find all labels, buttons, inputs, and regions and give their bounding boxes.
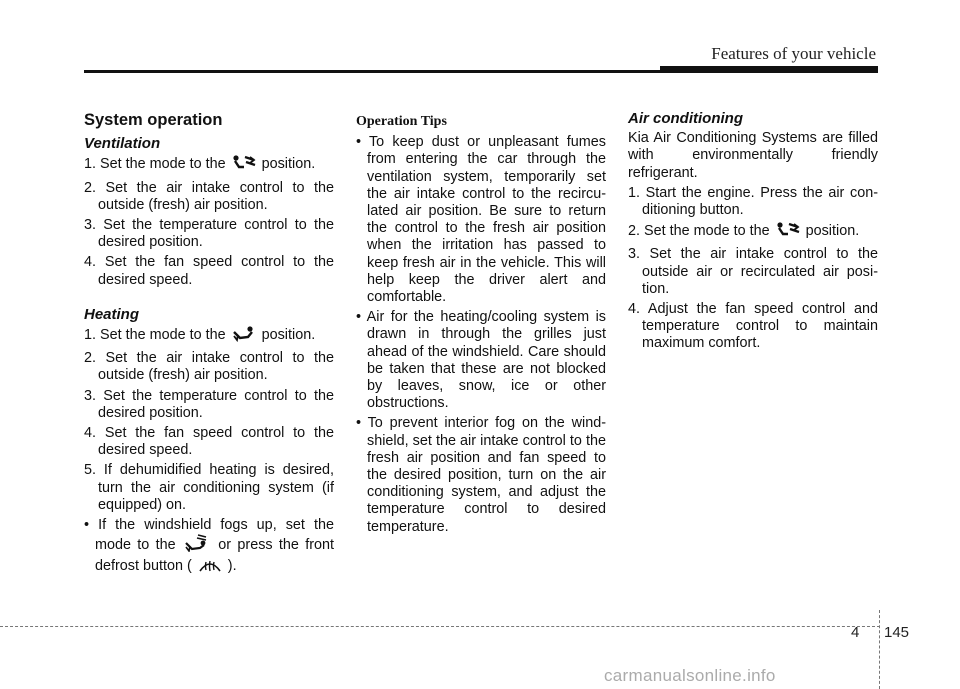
footer-divider [879,610,880,689]
list-item: 3. Set the air intake control to the outside air or recirculated air posi-tion. [628,246,878,297]
list-item: 4. Set the fan speed control to the desired speed. [84,425,334,459]
list-item: 2. Set the air intake control to the outside (fresh) air position. [84,179,334,213]
list-item: 2. Set the air intake control to the outside (fresh) air position. [84,350,334,384]
chapter-number: 4 [851,624,860,641]
vent-mode-icon [232,155,256,176]
list-item: 1. Set the mode to the position. [84,155,334,176]
page-number: 145 [884,624,910,641]
header-tab-bar [660,66,878,73]
list-item: 3. Set the temperature control to the desired position. [84,217,334,251]
ventilation-steps [84,155,334,288]
section-title-system-operation: System operation [84,111,223,129]
heating-note [84,517,334,579]
section-title-operation-tips: Operation Tips [356,114,447,129]
column-right [628,110,878,356]
list-item: 5. If dehumidified heating is desired, turn the air conditioning system (if equipped) on. [84,462,334,513]
column-left [84,110,334,582]
list-item: • To prevent interior fog on the wind-shield, set the air intake control to the fresh air position and fan speed to the desired position, turn on the air conditioning system, and adjust the temperature control to desired temperature. [356,415,606,535]
air-conditioning-steps [628,185,878,353]
list-item: • Air for the heating/cooling system is drawn in through the grilles just ahead of the windshield. Care should be taken that these are not blocked by leaves, snow, ice or other obstructions. [356,309,606,412]
vent-mode-icon [776,222,800,243]
list-item: 4. Adjust the fan speed control and temperature control to maintain maximum comfort. [628,301,878,352]
defrost-floor-mode-icon [184,534,210,557]
subsection-title-heating: Heating [84,305,140,323]
floor-mode-icon [232,326,256,347]
subsection-title-air-conditioning: Air conditioning [628,110,743,127]
list-item: • If the windshield fogs up, set the mode to the or press the front defrost button ( ). [84,517,334,579]
watermark: carmanualsonline.info [604,666,776,685]
heating-steps [84,326,334,514]
header-title: Features of your vehicle [711,44,876,63]
column-middle [356,110,606,539]
list-item: 4. Set the fan speed control to the desired speed. [84,254,334,288]
air-conditioning-intro: Kia Air Conditioning Systems are filled with environmentally friendly refrigerant. [628,130,878,181]
front-defrost-icon [198,557,222,578]
list-item: 1. Start the engine. Press the air con-ditioning button. [628,184,878,219]
list-item: 3. Set the temperature control to the desired position. [84,387,334,421]
list-item: 2. Set the mode to the position. [628,222,878,243]
list-item: 1. Set the mode to the position. [84,326,334,347]
subsection-title-ventilation: Ventilation [84,135,161,153]
list-item: • To keep dust or unpleasant fumes from entering the car through the ventilation system, temporarily set the air intake control to the recircu-lated air position. Be sure to return the control to the fresh air position when the irritation has passed to keep fresh air in the vehicle. This will help keep the driver alert and comfortable. [356,134,606,306]
footer-rule [0,626,880,627]
operation-tips-list [356,134,606,536]
